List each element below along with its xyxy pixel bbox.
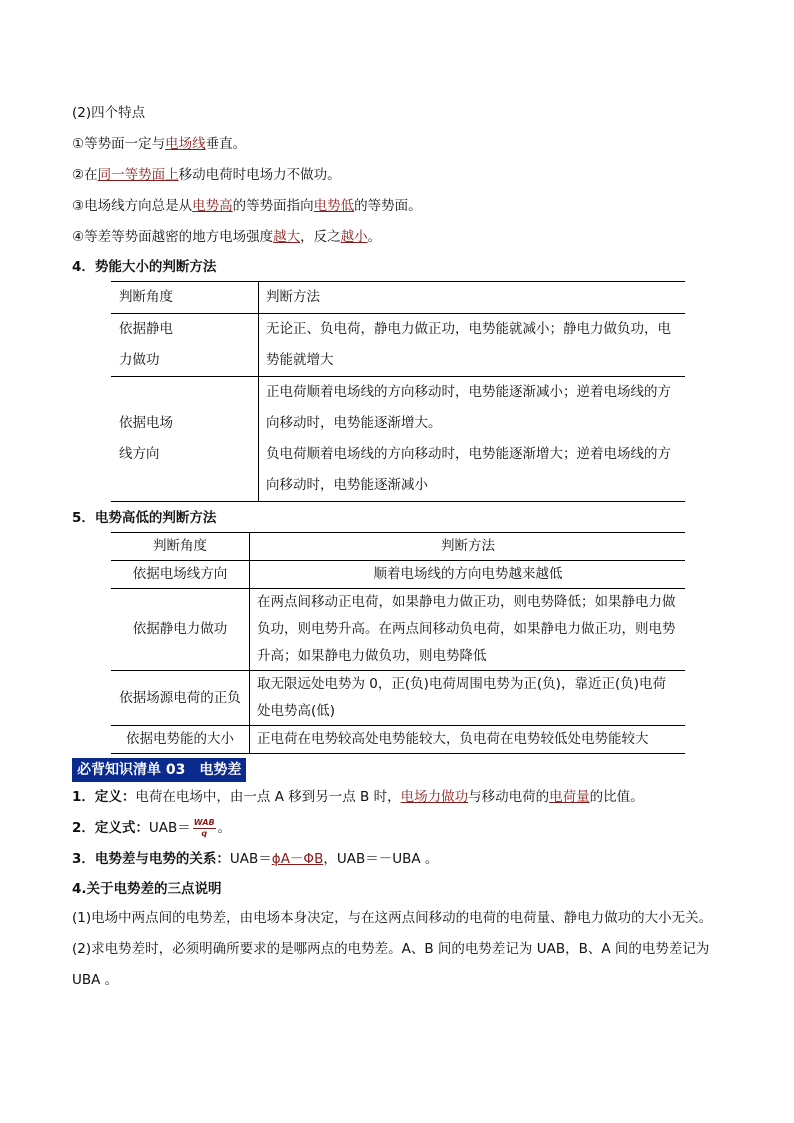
feature-2: ②在同一等势面上移动电荷时电场力不做功。 [72, 167, 341, 183]
table-row [111, 314, 685, 377]
table-cell: 正电荷顺着电场线的方向移动时，电势能逐渐减小；逆着电场线的方向移动时，电势能逐渐增大。 负电荷顺着电场线的方向移动时，电势能逐渐增大；逆着电场线的方向移动时，电势能逐渐减小 [259, 377, 686, 502]
table-row [111, 726, 685, 754]
fill-answer: 电荷量 [549, 789, 590, 805]
table-row [111, 671, 685, 726]
feature-4: ④等差等势面越密的地方电场强度越大，反之越小。 [72, 229, 382, 245]
potential-energy-table [111, 281, 685, 502]
fraction-denominator: q [201, 829, 208, 838]
fill-answer: 同一等势面上 [97, 167, 179, 183]
table-cell: 依据场源电荷的正负 [111, 671, 250, 726]
fraction [193, 818, 216, 838]
fill-answer: 越小 [340, 229, 368, 245]
table-header-cell: 判断方法 [250, 533, 686, 561]
fill-answer: 电场力做功 [400, 789, 469, 805]
heading-potential-energy: 4．势能大小的判断方法 [72, 259, 217, 275]
table-cell: 顺着电场线的方向电势越来越低 [250, 561, 686, 589]
feature-3: ③电场线方向总是从电势高的等势面指向电势低的等势面。 [72, 198, 422, 214]
table-cell: 依据电场线方向 [111, 561, 250, 589]
table-header-row [111, 282, 685, 314]
table-header-row [111, 533, 685, 561]
table-header-cell: 判断方法 [259, 282, 686, 314]
table-header-cell: 判断角度 [111, 282, 259, 314]
table-cell: 在两点间移动正电荷，如果静电力做正功，则电势降低；如果静电力做负功，则电势升高。在两点间移动负电荷，如果静电力做正功，则电势升高；如果静电力做负功，则电势降低 [250, 589, 686, 671]
section-title-four-features: (2)四个特点 [72, 105, 146, 121]
table-cell: 依据静电力做功 [111, 589, 250, 671]
table-header-cell: 判断角度 [111, 533, 250, 561]
heading-three-notes: 4.关于电势差的三点说明 [72, 881, 222, 897]
relation-line: 3．电势差与电势的关系：UAB＝ϕA－ΦB，UAB＝－UBA 。 [72, 851, 439, 867]
note-2-cont: UBA 。 [72, 972, 119, 988]
fraction-numerator: WAB [193, 818, 215, 827]
document-page [72, 98, 712, 996]
table-cell: 依据电势能的大小 [111, 726, 250, 754]
table-cell: 无论正、负电荷，静电力做正功，电势能就减小；静电力做负功，电势能就增大 [259, 314, 686, 377]
table-cell: 正电荷在电势较高处电势能较大，负电荷在电势较低处电势能较大 [250, 726, 686, 754]
heading-potential-level: 5．电势高低的判断方法 [72, 510, 217, 526]
table-row [111, 377, 685, 502]
table-cell: 取无限远处电势为 0，正(负)电荷周围电势为正(负)，靠近正(负)电荷处电势高(低) [250, 671, 686, 726]
table-cell: 依据静电 力做功 [111, 314, 259, 377]
feature-1: ①等势面一定与电场线垂直。 [72, 136, 247, 152]
definition-line: 1．定义：电荷在电场中，由一点 A 移到另一点 B 时，电场力做功与移动电荷的电荷量的比值。 [72, 789, 644, 805]
note-1: (1)电场中两点间的电势差，由电场本身决定，与在这两点间移动的电荷的电荷量、静电力做功的大小无关。 [72, 910, 713, 926]
section-banner: 必背知识清单 03 电势差 [72, 758, 246, 782]
table-cell: 依据电场 线方向 [111, 377, 259, 502]
formula-line: 2．定义式：UAB＝ $\frac{\text{WAB}}{q}$ 。 [72, 818, 232, 838]
fill-answer: 电势低 [313, 198, 355, 214]
table-row [111, 589, 685, 671]
potential-level-table [111, 532, 685, 754]
fill-answer: 越大 [273, 229, 301, 245]
table-row [111, 561, 685, 589]
fill-answer: 电场线 [165, 136, 206, 152]
note-2: (2)求电势差时，必须明确所要求的是哪两点的电势差。A、B 间的电势差记为 UAB，B、A 间的电势差记为 [72, 941, 710, 957]
fill-answer: 电势高 [192, 198, 233, 214]
fill-answer: ϕA－ΦB [271, 851, 324, 867]
